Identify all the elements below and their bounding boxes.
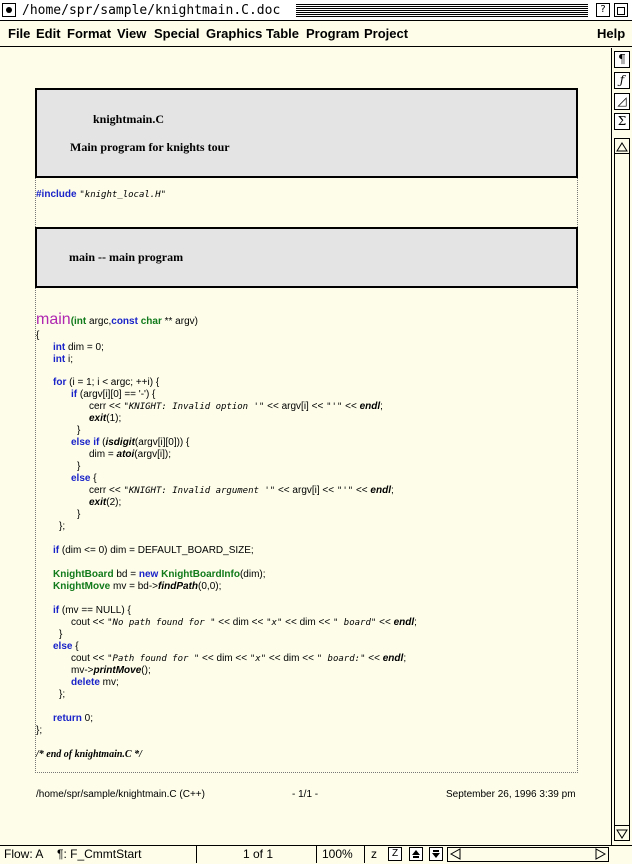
right-toolbar bbox=[612, 48, 632, 845]
code-line: return 0; bbox=[53, 713, 94, 724]
code-line: KnightBoard bd = new KnightBoardInfo(dim); bbox=[53, 569, 266, 580]
resize-icon[interactable] bbox=[614, 3, 628, 17]
code-line: else if (isdigit(argv[i][0])) { bbox=[71, 437, 190, 448]
zoom-out-button[interactable]: z bbox=[371, 847, 377, 861]
code-line: else { bbox=[53, 641, 79, 652]
page-down-icon[interactable] bbox=[429, 847, 443, 861]
menu-view[interactable]: View bbox=[117, 26, 147, 41]
end-comment: /* end of knightmain.C */ bbox=[36, 749, 142, 760]
horizontal-scrollbar[interactable] bbox=[447, 847, 609, 862]
code-line: else { bbox=[71, 473, 97, 484]
menu-edit[interactable]: Edit bbox=[36, 26, 61, 41]
code-line: cout << "Path found for " << dim << "x" << dim << " board:" << endl; bbox=[71, 653, 407, 664]
code-line: if (dim <= 0) dim = DEFAULT_BOARD_SIZE; bbox=[53, 545, 254, 556]
graphics-tool-icon[interactable]: ◿ bbox=[614, 93, 630, 110]
zoom-level[interactable]: 100% bbox=[322, 847, 353, 861]
footer-date: September 26, 1996 3:39 pm bbox=[446, 789, 576, 800]
code-line: mv->printMove(); bbox=[71, 665, 151, 676]
help-icon[interactable]: ? bbox=[596, 3, 610, 17]
code-line: }; bbox=[59, 689, 66, 700]
menu-bar bbox=[0, 21, 632, 47]
code-line: { bbox=[36, 330, 40, 341]
code-line: for (i = 1; i < argc; ++i) { bbox=[53, 377, 160, 388]
menu-graphics[interactable]: Graphics bbox=[206, 26, 263, 41]
code-line: int dim = 0; bbox=[53, 342, 104, 353]
scroll-right-icon[interactable] bbox=[593, 848, 607, 861]
code-line: } bbox=[77, 425, 81, 436]
footer-page: - 1/1 - bbox=[292, 789, 319, 800]
code-line: exit(2); bbox=[89, 497, 122, 508]
paragraph-catalog-icon[interactable]: ¶ bbox=[614, 51, 630, 68]
code-line: }; bbox=[36, 725, 43, 736]
menu-project[interactable]: Project bbox=[364, 26, 409, 41]
code-line: delete mv; bbox=[71, 677, 119, 688]
code-line: if (argv[i][0] == '-') { bbox=[71, 389, 156, 400]
equation-icon[interactable]: Σ bbox=[614, 113, 630, 130]
window-menu-button[interactable] bbox=[2, 3, 16, 17]
menu-format[interactable]: Format bbox=[67, 26, 112, 41]
document-area[interactable] bbox=[0, 48, 612, 845]
status-page[interactable]: 1 of 1 bbox=[243, 847, 274, 861]
code-line: exit(1); bbox=[89, 413, 122, 424]
title-drag-area[interactable] bbox=[296, 3, 588, 17]
status-bar bbox=[0, 845, 632, 863]
vertical-scrollbar[interactable] bbox=[614, 138, 630, 841]
status-flow: Flow: A bbox=[4, 847, 44, 861]
scroll-down-icon[interactable] bbox=[615, 825, 629, 840]
code-line: if (mv == NULL) { bbox=[53, 605, 131, 616]
main-box-label: main -- main program bbox=[69, 250, 184, 264]
function-signature: main(int argc,const char ** argv) bbox=[36, 311, 198, 328]
function-catalog-icon[interactable]: ƒ bbox=[614, 72, 630, 89]
header-filename: knightmain.C bbox=[93, 112, 165, 126]
header-comment-box bbox=[35, 88, 578, 178]
code-line: int i; bbox=[53, 354, 73, 365]
code-line: }; bbox=[59, 521, 66, 532]
zoom-in-button[interactable]: Z bbox=[388, 847, 402, 861]
menu-special[interactable]: Special bbox=[154, 26, 200, 41]
title-bar bbox=[0, 0, 632, 21]
menu-program[interactable]: Program bbox=[306, 26, 360, 41]
code-line: cerr << "KNIGHT: Invalid argument '" << argv[i] << "'" << endl; bbox=[89, 485, 394, 496]
scroll-up-icon[interactable] bbox=[615, 139, 629, 154]
scroll-left-icon[interactable] bbox=[449, 848, 463, 861]
footer-path: /home/spr/sample/knightmain.C (C++) bbox=[36, 789, 205, 800]
status-paragraph-tag: ¶: F_CmmtStart bbox=[57, 847, 142, 861]
menu-table[interactable]: Table bbox=[266, 26, 299, 41]
menu-file[interactable]: File bbox=[8, 26, 31, 41]
code-line: cerr << "KNIGHT: Invalid option '" << argv[i] << "'" << endl; bbox=[89, 401, 383, 412]
menu-help[interactable]: Help bbox=[597, 26, 626, 41]
code-line: KnightMove mv = bd->findPath(0,0); bbox=[53, 581, 222, 592]
page-up-icon[interactable] bbox=[409, 847, 423, 861]
window-title: /home/spr/sample/knightmain.C.doc bbox=[22, 3, 281, 18]
main-comment-box bbox=[35, 227, 578, 288]
header-description: Main program for knights tour bbox=[70, 140, 230, 154]
code-line: } bbox=[77, 509, 81, 520]
code-line: } bbox=[59, 629, 63, 640]
code-line: } bbox=[77, 461, 81, 472]
code-line: dim = atoi(argv[i]); bbox=[89, 449, 171, 460]
code-line: cout << "No path found for " << dim << "x" << dim << " board" << endl; bbox=[71, 617, 417, 628]
include-line: #include "knight_local.H" bbox=[36, 189, 167, 200]
